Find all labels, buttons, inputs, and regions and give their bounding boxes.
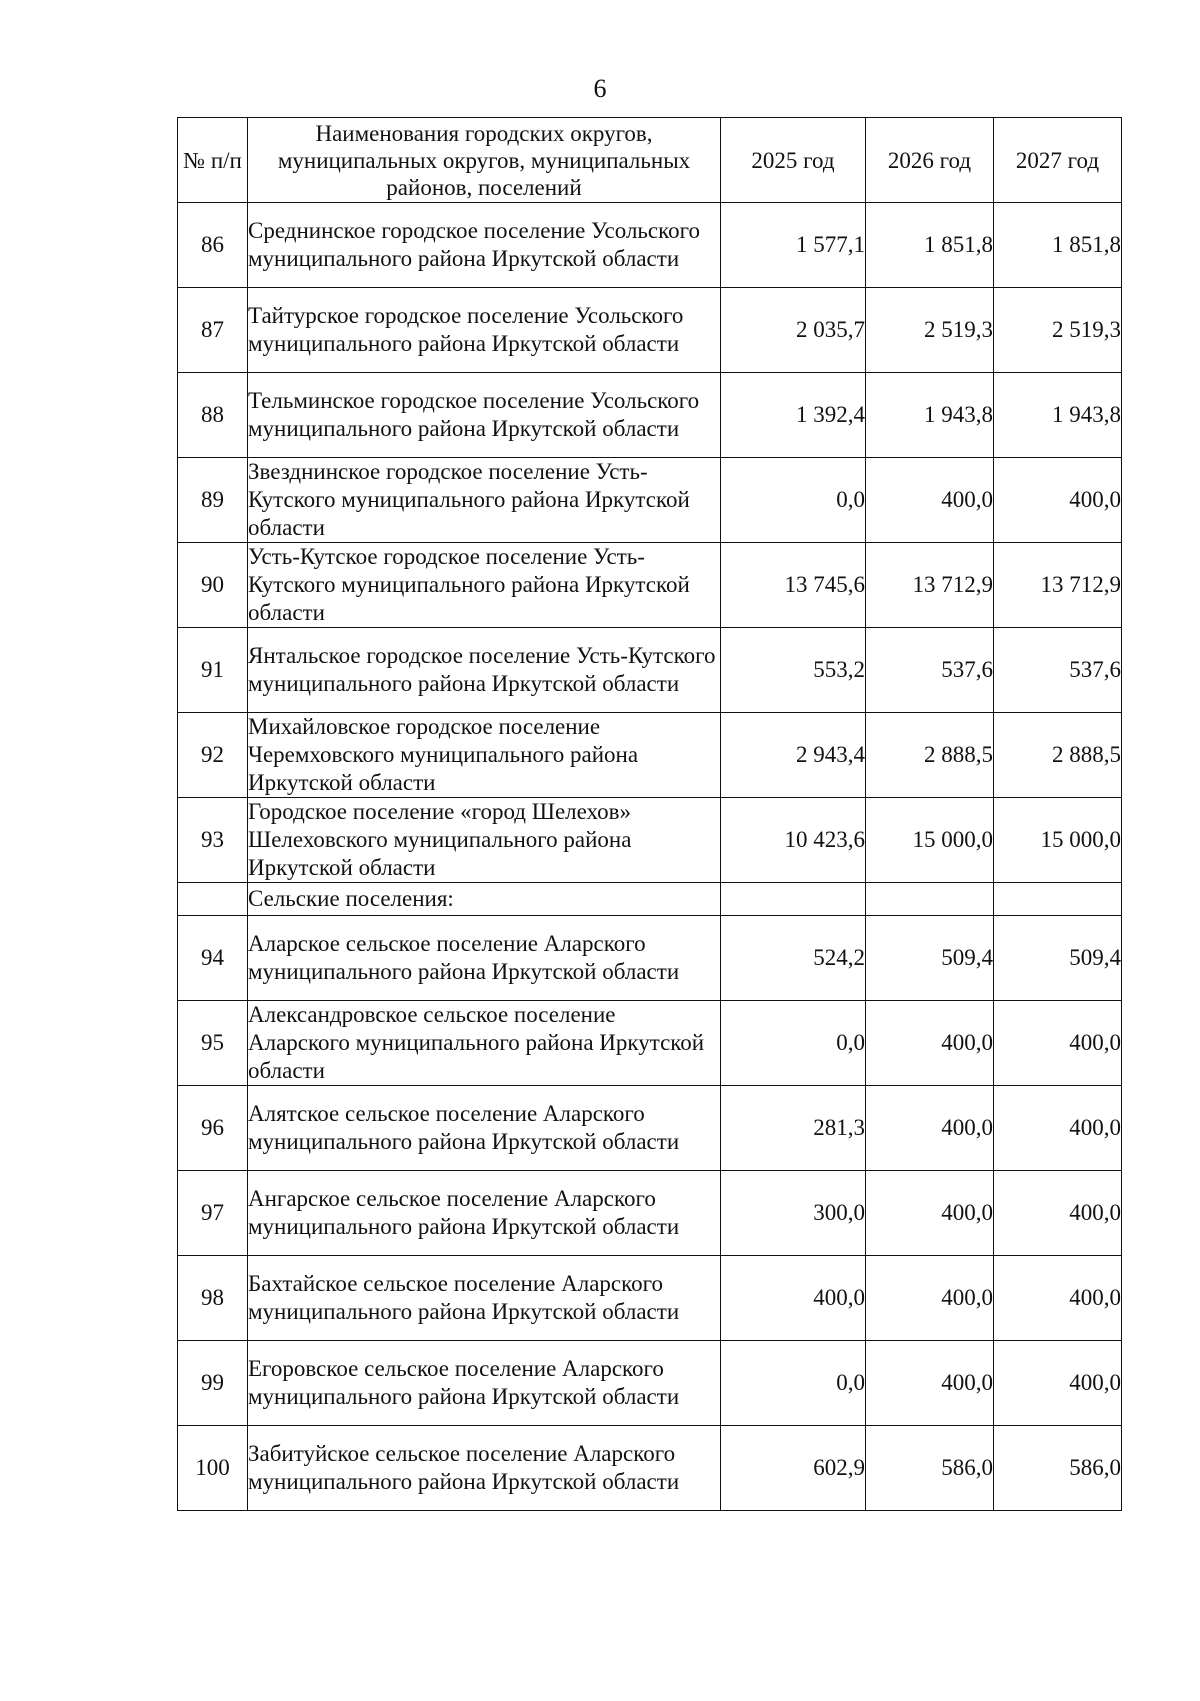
value-2027: 2 519,3 [994, 288, 1122, 373]
value-2025: 1 577,1 [721, 203, 866, 288]
value-2025: 400,0 [721, 1256, 866, 1341]
table-row [178, 798, 1122, 883]
value-2027: 2 888,5 [994, 713, 1122, 798]
value-2026: 2 888,5 [866, 713, 994, 798]
value-2025: 1 392,4 [721, 373, 866, 458]
row-number: 96 [178, 1086, 248, 1171]
settlement-name: Усть-Кутское городское поселение Усть-Кутского муниципального района Иркутской области [248, 543, 721, 628]
row-number: 89 [178, 458, 248, 543]
row-number: 92 [178, 713, 248, 798]
header-name: Наименования городских округов, муниципальных округов, муниципальных районов, поселений [248, 118, 721, 203]
page-number: 6 [593, 74, 607, 103]
settlement-name: Тельминское городское поселение Усольского муниципального района Иркутской области [248, 373, 721, 458]
table-row [178, 916, 1122, 1001]
value-2026: 537,6 [866, 628, 994, 713]
value-2026 [866, 883, 994, 916]
value-2026: 15 000,0 [866, 798, 994, 883]
row-number: 97 [178, 1171, 248, 1256]
settlement-name: Аларское сельское поселение Аларского муниципального района Иркутской области [248, 916, 721, 1001]
value-2025: 2 943,4 [721, 713, 866, 798]
value-2027: 13 712,9 [994, 543, 1122, 628]
value-2025: 0,0 [721, 458, 866, 543]
settlement-name: Среднинское городское поселение Усольского муниципального района Иркутской области [248, 203, 721, 288]
value-2026: 586,0 [866, 1426, 994, 1511]
table-body [178, 203, 1122, 1511]
value-2026: 509,4 [866, 916, 994, 1001]
row-number [178, 883, 248, 916]
header-year-2026: 2026 год [866, 118, 994, 203]
table-row [178, 288, 1122, 373]
value-2027: 400,0 [994, 1341, 1122, 1426]
settlement-name: Александровское сельское поселение Аларского муниципального района Иркутской области [248, 1001, 721, 1086]
table-row [178, 1426, 1122, 1511]
value-2025: 10 423,6 [721, 798, 866, 883]
row-number: 87 [178, 288, 248, 373]
settlement-name: Городское поселение «город Шелехов» Шелеховского муниципального района Иркутской области [248, 798, 721, 883]
value-2027: 537,6 [994, 628, 1122, 713]
value-2027: 586,0 [994, 1426, 1122, 1511]
row-number: 100 [178, 1426, 248, 1511]
table-row [178, 713, 1122, 798]
value-2025: 0,0 [721, 1341, 866, 1426]
value-2025: 13 745,6 [721, 543, 866, 628]
value-2027: 400,0 [994, 1001, 1122, 1086]
table-row [178, 203, 1122, 288]
settlement-name: Егоровское сельское поселение Аларского муниципального района Иркутской области [248, 1341, 721, 1426]
table-row [178, 543, 1122, 628]
value-2026: 400,0 [866, 1341, 994, 1426]
table-row [178, 373, 1122, 458]
row-number: 86 [178, 203, 248, 288]
value-2027: 400,0 [994, 1256, 1122, 1341]
section-heading-row [178, 883, 1122, 916]
budget-table [177, 117, 1122, 1511]
settlement-name: Звезднинское городское поселение Усть-Кутского муниципального района Иркутской области [248, 458, 721, 543]
value-2026: 2 519,3 [866, 288, 994, 373]
value-2027: 509,4 [994, 916, 1122, 1001]
value-2025: 524,2 [721, 916, 866, 1001]
value-2025 [721, 883, 866, 916]
value-2027: 400,0 [994, 1171, 1122, 1256]
row-number: 93 [178, 798, 248, 883]
settlement-name: Алятское сельское поселение Аларского муниципального района Иркутской области [248, 1086, 721, 1171]
value-2026: 400,0 [866, 1171, 994, 1256]
row-number: 90 [178, 543, 248, 628]
value-2025: 0,0 [721, 1001, 866, 1086]
value-2025: 300,0 [721, 1171, 866, 1256]
value-2026: 1 943,8 [866, 373, 994, 458]
row-number: 98 [178, 1256, 248, 1341]
value-2027 [994, 883, 1122, 916]
table-row [178, 1001, 1122, 1086]
header-year-2025: 2025 год [721, 118, 866, 203]
row-number: 91 [178, 628, 248, 713]
row-number: 88 [178, 373, 248, 458]
value-2025: 602,9 [721, 1426, 866, 1511]
value-2027: 1 851,8 [994, 203, 1122, 288]
value-2025: 2 035,7 [721, 288, 866, 373]
settlement-name: Тайтурское городское поселение Усольского муниципального района Иркутской области [248, 288, 721, 373]
value-2027: 400,0 [994, 458, 1122, 543]
settlement-name: Михайловское городское поселение Черемховского муниципального района Иркутской области [248, 713, 721, 798]
table-row [178, 1341, 1122, 1426]
settlement-name: Бахтайское сельское поселение Аларского муниципального района Иркутской области [248, 1256, 721, 1341]
settlement-name: Ангарское сельское поселение Аларского муниципального района Иркутской области [248, 1171, 721, 1256]
value-2025: 553,2 [721, 628, 866, 713]
row-number: 94 [178, 916, 248, 1001]
table-row [178, 1171, 1122, 1256]
value-2027: 400,0 [994, 1086, 1122, 1171]
table-header-row [178, 118, 1122, 203]
row-number: 99 [178, 1341, 248, 1426]
value-2026: 13 712,9 [866, 543, 994, 628]
row-number: 95 [178, 1001, 248, 1086]
header-number: № п/п [178, 118, 248, 203]
table-row [178, 1086, 1122, 1171]
table-row [178, 628, 1122, 713]
value-2027: 1 943,8 [994, 373, 1122, 458]
header-year-2027: 2027 год [994, 118, 1122, 203]
settlement-name: Забитуйское сельское поселение Аларского муниципального района Иркутской области [248, 1426, 721, 1511]
value-2026: 400,0 [866, 458, 994, 543]
settlement-name: Янтальское городское поселение Усть-Кутского муниципального района Иркутской области [248, 628, 721, 713]
value-2026: 1 851,8 [866, 203, 994, 288]
section-title: Сельские поселения: [248, 883, 721, 916]
value-2026: 400,0 [866, 1256, 994, 1341]
value-2025: 281,3 [721, 1086, 866, 1171]
table-row [178, 1256, 1122, 1341]
table-row [178, 458, 1122, 543]
value-2026: 400,0 [866, 1086, 994, 1171]
value-2026: 400,0 [866, 1001, 994, 1086]
value-2027: 15 000,0 [994, 798, 1122, 883]
